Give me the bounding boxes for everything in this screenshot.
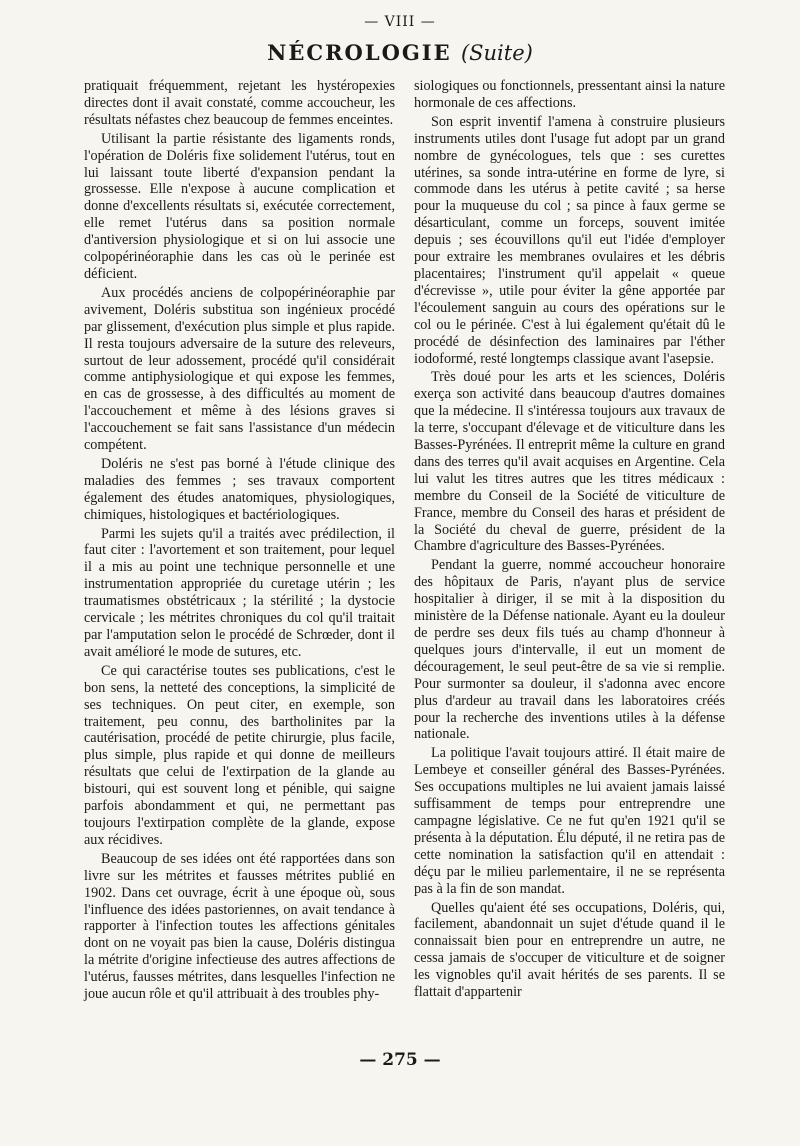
title-suffix: (Suite) (460, 41, 533, 65)
page-number: — 275 — (359, 1050, 441, 1070)
title-text: NÉCROLOGIE (267, 40, 452, 65)
paragraph: Ce qui caractérise toutes ses publications, c'est le bon sens, la netteté des conceptions, la simplicité de ses techniques. On peut citer, en exemple, son traitement, peu connu, des bartholinites par la cautérisation, procédé de petite chirurgie, plus facile, plus simple, plus rapide et qui donne de meilleurs résultats que celui de l'extirpation de la glande au bistouri, qui est souvent long et pénible, qui saigne parfois abondamment et qui, ne permettant pas toujours l'extirpation complète de la glande, expose aux récidives. (84, 662, 395, 848)
paragraph: pratiquait fréquemment, rejetant les hystéropexies directes dont il avait constaté, comme accoucheur, les résultats néfastes chez beaucoup de femmes enceintes. (84, 78, 395, 128)
paragraph: Utilisant la partie résistante des ligaments ronds, l'opération de Doléris fixe solidement l'utérus, tout en lui laissant toute liberté d'expansion pendant la grossesse. Elle n'expose à aucune complication et donne d'excellents résultats si, exécutée correctement, elle remet l'utérus dans sa position normale d'antiversion physiologique et si on lui associe une colpopérinéoraphie dans les cas où le perinée est déficient. (84, 130, 395, 282)
paragraph: Doléris ne s'est pas borné à l'étude clinique des maladies des femmes ; ses travaux comportent également des études anatomiques, physiologiques, chimiques, histologiques et bactériologiques. (84, 455, 395, 523)
paragraph: Beaucoup de ses idées ont été rapportées dans son livre sur les métrites et fausses métrites publié en 1902. Dans cet ouvrage, écrit à une époque où, sous l'influence des idées pastoriennes, on avait tendance à rapporter à l'infection toutes les affections génitales dont on ne voyait pas bien la cause, Doléris distingua la métrite d'origine infectieuse des autres affections de l'utérus, fausses métrites, dans lesquelles l'infection ne joue aucun rôle et qu'il attribuait à des troubles phy- (84, 850, 395, 1003)
page-title (0, 40, 800, 65)
paragraph: Très doué pour les arts et les sciences, Doléris exerça son activité dans beaucoup d'autres domaines que la médecine. Il s'intéressa toujours aux travaux de la terre, s'occupant d'élevage et de viticulture dans les Basses-Pyrénées. Il entreprit même la culture en grand dans des terres qu'il avait acquises en Argentine. Cela lui valut les titres autres que les titres médicaux : membre du Conseil de la Société de viticulture de France, membre du Conseil des haras et président de la Société du cheval de guerre, président de la Chambre d'agriculture des Basses-Pyrénées. (414, 369, 725, 555)
paragraph: Pendant la guerre, nommé accoucheur honoraire des hôpitaux de Paris, n'ayant plus de service hospitalier à diriger, il se mit à la disposition du ministère de la Défense nationale. Ayant eu la douleur de perdre ses deux fils tués au champ d'honneur à quelques jours d'intervalle, il eut un moment de découragement, le seul peut-être de sa vie si remplie. Pour surmonter sa douleur, il s'adonna avec encore plus d'ardeur au travail dans les laboratoires créés pour la recherche des inventions utiles à la défense nationale. (414, 557, 725, 743)
paragraph: Aux procédés anciens de colpopérinéoraphie par avivement, Doléris substitua son ingénieux procédé par glissement, d'exécution plus simple et plus rapide. Il resta toujours adversaire de la suture des releveurs, surtout de leur adossement, procédé qu'il considérait comme antiphysiologique et qui expose les femmes, en cas de grossesse, à des difficultés au moment de l'accouchement et même à des lésions graves si l'accouchement se fait sans l'assistance d'un médecin compétent. (84, 284, 395, 454)
left-column (84, 78, 395, 1005)
paragraph: Parmi les sujets qu'il a traités avec prédilection, il faut citer : l'avortement et son traitement, pour lequel il a mis au point une technique personnelle et une instrumentation appropriée du curetage utérin ; les traumatismes obstétricaux ; la stérilité ; la dystocie cervicale ; les métrites chroniques du col qu'il traitait par l'amputation selon le procédé de Schrœder, dont il avait amélioré le mode de sutures, etc. (84, 525, 395, 660)
paragraph: La politique l'avait toujours attiré. Il était maire de Lembeye et conseiller général des Basses-Pyrénées. Ses occupations multiples ne lui avaient jamais laissé suffisamment de temps pour entreprendre une campagne législative. Ce ne fut qu'en 1921 qu'il se présenta à la députation. Élu député, il ne retira pas de cette nomination la satisfaction qu'il en attendait : déçu par le milieu parlementaire, il ne se représenta pas à la fin de son mandat. (414, 745, 725, 897)
running-head: — VIII — (364, 14, 436, 30)
right-column (414, 78, 725, 1003)
paragraph: siologiques ou fonctionnels, pressentant ainsi la nature hormonale de ces affections. (414, 78, 725, 111)
paragraph: Quelles qu'aient été ses occupations, Doléris, qui, facilement, abandonnait un sujet d'étude quand il le connaissait bien pour en entreprendre un autre, ne cessa jamais de s'occuper de viticulture et de soigner les vignobles qu'il avait hérités de ses parents. Il se flattait d'appartenir (414, 899, 725, 1001)
paragraph: Son esprit inventif l'amena à construire plusieurs instruments utiles dont l'usage fut adopt par un grand nombre de gynécologues, tels que : ses curettes utérines, sa sonde intra-utérine en forme de lyre, si commode dans les utérus à petite cavité ; sa herse pour la muqueuse du col ; sa pince à faux germe se désarticulant, comme un forceps, souvent imitée depuis ; ses écouvillons qu'il eut l'idée d'employer pour extraire les membranes ovulaires et les débris placentaires; l'instrument qu'il appelait « queue d'écrevisse », utile pour éviter la gêne apportée par l'écoulement sanguin au cours des opérations sur le col ou le périnée. C'est à lui également qu'était dû le procédé de désinfection des laminaires par l'éther iodoformé, resté longtemps classique avant l'asepsie. (414, 113, 725, 367)
